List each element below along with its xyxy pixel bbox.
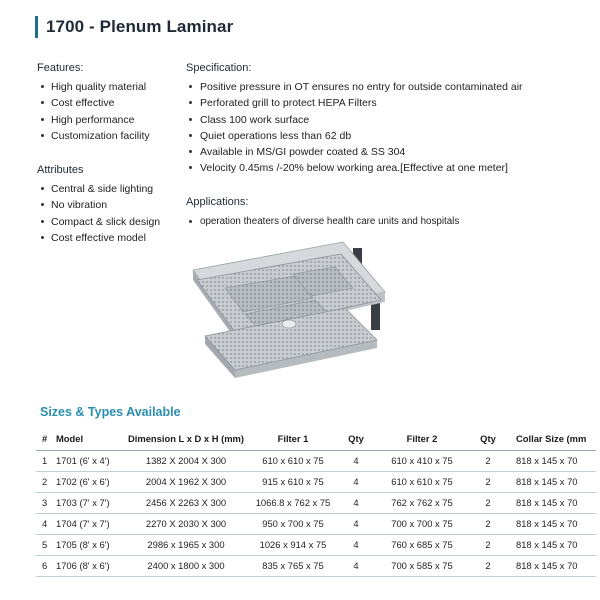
table-cell: 818 x 145 x 70 xyxy=(506,471,596,492)
table-cell: 2 xyxy=(470,555,506,576)
table-cell: 2004 X 1962 X 300 xyxy=(124,471,248,492)
sizes-table xyxy=(36,428,596,577)
left-column xyxy=(37,60,177,246)
attribute-item: Central & side lighting xyxy=(37,181,177,197)
table-cell: 1026 x 914 x 75 xyxy=(248,534,338,555)
attributes-list xyxy=(37,181,177,246)
specification-section xyxy=(186,60,596,176)
table-cell: 1066.8 x 762 x 75 xyxy=(248,492,338,513)
table-cell: 915 x 610 x 75 xyxy=(248,471,338,492)
application-item: operation theaters of diverse health care units and hospitals xyxy=(186,214,596,230)
table-row xyxy=(36,471,596,492)
column-header-filter2: Filter 2 xyxy=(374,428,470,450)
feature-item: High performance xyxy=(37,112,177,128)
table-cell: 818 x 145 x 70 xyxy=(506,450,596,471)
table-cell: 1704 (7' x 7') xyxy=(54,513,124,534)
table-cell: 4 xyxy=(338,450,374,471)
table-cell: 2 xyxy=(36,471,54,492)
table-cell: 610 x 610 x 75 xyxy=(374,471,470,492)
table-cell: 4 xyxy=(36,513,54,534)
table-cell: 5 xyxy=(36,534,54,555)
column-header-dimension: Dimension L x D x H (mm) xyxy=(124,428,248,450)
table-cell: 1702 (6' x 6') xyxy=(54,471,124,492)
table-cell: 2400 x 1800 x 300 xyxy=(124,555,248,576)
product-image xyxy=(185,240,395,405)
table-cell: 760 x 685 x 75 xyxy=(374,534,470,555)
spec-item: Class 100 work surface xyxy=(186,112,596,128)
table-cell: 3 xyxy=(36,492,54,513)
table-cell: 2 xyxy=(470,534,506,555)
specification-heading: Specification: xyxy=(186,62,252,74)
table-cell: 4 xyxy=(338,492,374,513)
table-cell: 1701 (6' x 4') xyxy=(54,450,124,471)
right-column xyxy=(186,60,596,230)
table-cell: 4 xyxy=(338,513,374,534)
spec-item: Positive pressure in OT ensures no entry for outside contaminated air xyxy=(186,79,596,95)
applications-heading: Applications: xyxy=(186,196,249,209)
title-bar xyxy=(35,14,233,40)
table-cell: 818 x 145 x 70 xyxy=(506,534,596,555)
table-cell: 762 x 762 x 75 xyxy=(374,492,470,513)
table-cell: 1382 X 2004 X 300 xyxy=(124,450,248,471)
table-row xyxy=(36,555,596,576)
feature-item: Cost effective xyxy=(37,95,177,111)
spec-item: Available in MS/GI powder coated & SS 304 xyxy=(186,144,596,160)
attributes-section xyxy=(37,162,177,246)
table-cell: 1 xyxy=(36,450,54,471)
table-cell: 2 xyxy=(470,513,506,534)
spec-item: Velocity 0.45ms /-20% below working area.[Effective at one meter] xyxy=(186,160,596,176)
table-cell: 1706 (8' x 6') xyxy=(54,555,124,576)
applications-list xyxy=(186,214,596,230)
applications-section xyxy=(186,194,596,229)
table-cell: 2 xyxy=(470,471,506,492)
column-header-number: # xyxy=(36,428,54,450)
table-cell: 4 xyxy=(338,555,374,576)
table-cell: 2456 X 2263 X 300 xyxy=(124,492,248,513)
table-row xyxy=(36,450,596,471)
features-list xyxy=(37,79,177,144)
table-cell: 2 xyxy=(470,492,506,513)
feature-item: High quality material xyxy=(37,79,177,95)
page-title: 1700 - Plenum Laminar xyxy=(46,17,234,36)
features-heading: Features: xyxy=(37,62,84,74)
table-cell: 2270 X 2030 X 300 xyxy=(124,513,248,534)
column-header-filter1: Filter 1 xyxy=(248,428,338,450)
table-cell: 6 xyxy=(36,555,54,576)
sizes-heading: Sizes & Types Available xyxy=(40,405,181,419)
column-header-collar-size: Collar Size (mm xyxy=(506,428,596,450)
table-cell: 2 xyxy=(470,450,506,471)
table-cell: 818 x 145 x 70 xyxy=(506,513,596,534)
column-header-model: Model xyxy=(54,428,124,450)
table-row xyxy=(36,492,596,513)
table-cell: 1705 (8' x 6') xyxy=(54,534,124,555)
table-cell: 610 x 610 x 75 xyxy=(248,450,338,471)
spec-item: Quiet operations less than 62 db xyxy=(186,128,596,144)
specification-list xyxy=(186,79,596,176)
center-light xyxy=(282,320,296,328)
table-cell: 2986 x 1965 x 300 xyxy=(124,534,248,555)
table-cell: 1703 (7' x 7') xyxy=(54,492,124,513)
attribute-item: Compact & slick design xyxy=(37,214,177,230)
feature-item: Customization facility xyxy=(37,128,177,144)
table-cell: 818 x 145 x 70 xyxy=(506,555,596,576)
table-cell: 950 x 700 x 75 xyxy=(248,513,338,534)
column-header-qty2: Qty xyxy=(470,428,506,450)
table-cell: 818 x 145 x 70 xyxy=(506,492,596,513)
title-accent-bar xyxy=(35,16,38,38)
spec-item: Perforated grill to protect HEPA Filters xyxy=(186,95,596,111)
attribute-item: No vibration xyxy=(37,197,177,213)
attribute-item: Cost effective model xyxy=(37,230,177,246)
table-header-row xyxy=(36,428,596,450)
attributes-heading: Attributes xyxy=(37,164,84,177)
features-section xyxy=(37,60,177,144)
table-cell: 610 x 410 x 75 xyxy=(374,450,470,471)
column-header-qty1: Qty xyxy=(338,428,374,450)
table-cell: 4 xyxy=(338,471,374,492)
table-row xyxy=(36,534,596,555)
table-cell: 4 xyxy=(338,534,374,555)
table-cell: 835 x 765 x 75 xyxy=(248,555,338,576)
table-cell: 700 x 700 x 75 xyxy=(374,513,470,534)
table-cell: 700 x 585 x 75 xyxy=(374,555,470,576)
table-row xyxy=(36,513,596,534)
